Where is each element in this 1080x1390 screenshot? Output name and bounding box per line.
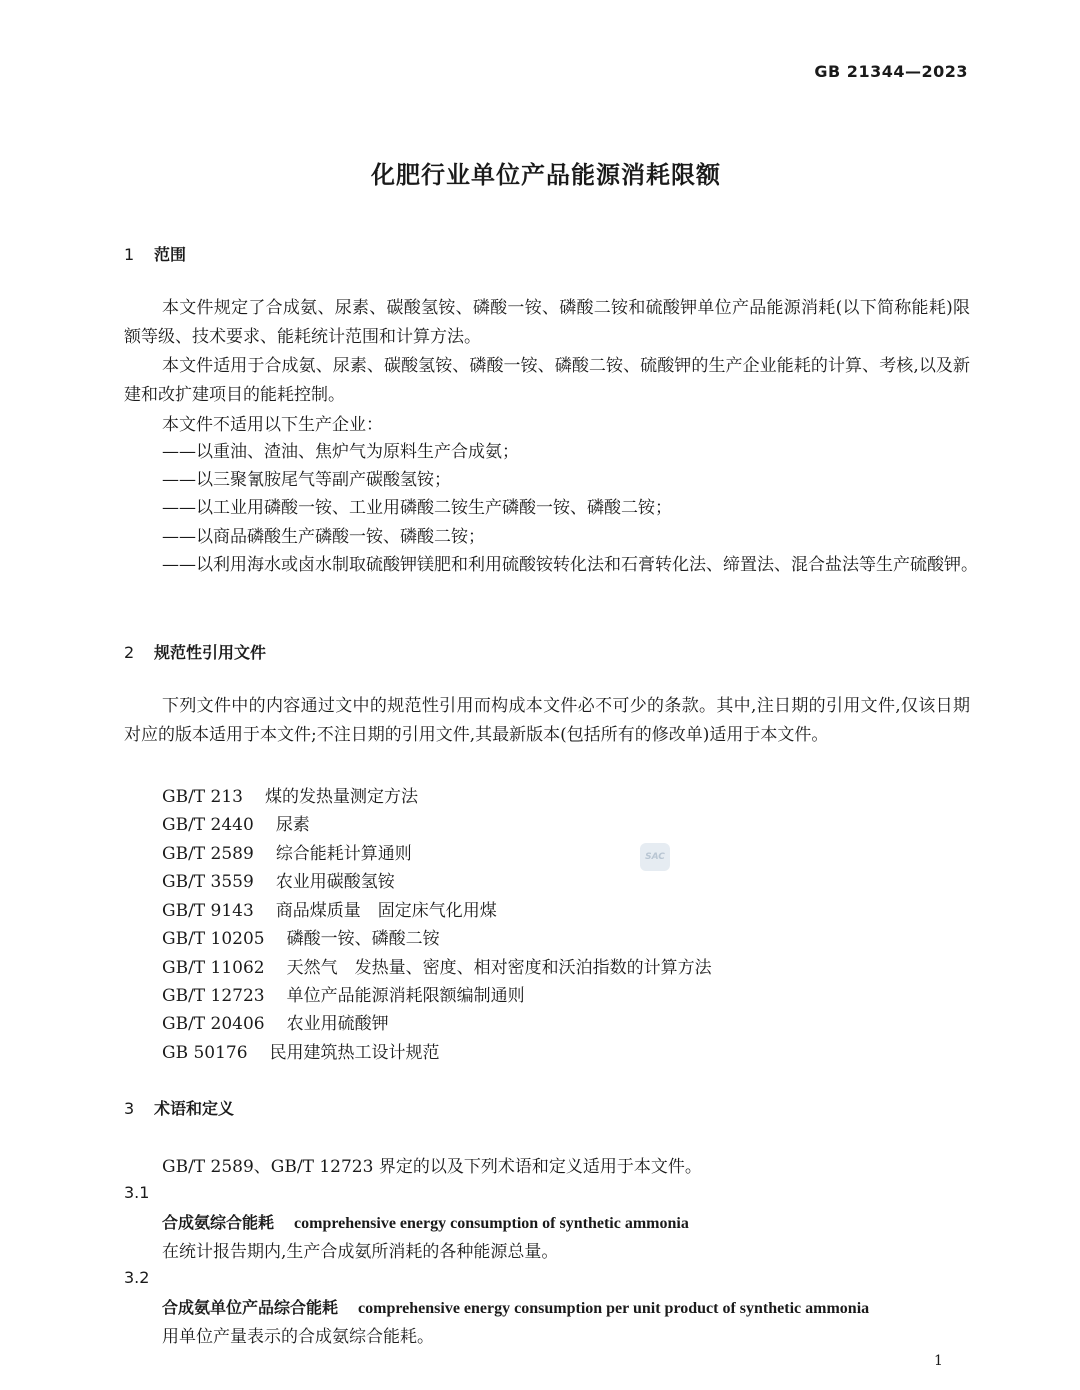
paragraph: 本文件适用于合成氨、尿素、碳酸氢铵、磷酸一铵、磷酸二铵、硫酸钾的生产企业能耗的计算、考核,以及新建和改扩建项目的能耗控制。 bbox=[124, 356, 970, 405]
paragraph: 下列文件中的内容通过文中的规范性引用而构成本文件必不可少的条款。其中,注日期的引用文件,仅该日期对应的版本适用于本文件;不注日期的引用文件,其最新版本(包括所有的修改单)适用于本文件。 bbox=[124, 696, 970, 745]
sac-watermark-logo: SAC bbox=[640, 843, 670, 871]
reference-title: 民用建筑热工设计规范 bbox=[269, 1043, 440, 1063]
reference-title: 农业用硫酸钾 bbox=[286, 1014, 389, 1034]
reference-title: 商品煤质量 固定床气化用煤 bbox=[275, 901, 497, 921]
reference-code: GB/T 12723 bbox=[162, 986, 265, 1006]
section-title: 范围 bbox=[154, 245, 187, 264]
section-1-heading bbox=[124, 242, 186, 265]
reference-code: GB/T 11062 bbox=[162, 958, 265, 978]
terms-intro: GB/T 2589、GB/T 12723 界定的以及下列术语和定义适用于本文件。 bbox=[162, 1157, 702, 1177]
term-zh: 合成氨综合能耗 bbox=[162, 1213, 275, 1232]
reference-code: GB/T 213 bbox=[162, 787, 243, 807]
term-definition: 在统计报告期内,生产合成氨所消耗的各种能源总量。 bbox=[162, 1242, 559, 1262]
reference-code: GB/T 20406 bbox=[162, 1014, 265, 1034]
term-heading bbox=[162, 1210, 689, 1233]
reference-item bbox=[162, 867, 395, 892]
reference-code: GB/T 3559 bbox=[162, 872, 254, 892]
reference-title: 天然气 发热量、密度、相对密度和沃泊指数的计算方法 bbox=[286, 958, 712, 978]
reference-code: GB/T 10205 bbox=[162, 929, 265, 949]
section-3-heading bbox=[124, 1096, 234, 1119]
term-definition: 用单位产量表示的合成氨综合能耗。 bbox=[162, 1327, 434, 1347]
section-number: 1 bbox=[124, 245, 135, 264]
term-en: comprehensive energy consumption of synthetic ammonia bbox=[294, 1215, 689, 1232]
reference-item bbox=[162, 924, 440, 949]
clause-number: 3.1 bbox=[124, 1183, 150, 1202]
reference-code: GB 50176 bbox=[162, 1043, 248, 1063]
term-en: comprehensive energy consumption per unit product of synthetic ammonia bbox=[358, 1300, 870, 1317]
reference-title: 煤的发热量测定方法 bbox=[265, 787, 418, 807]
section-title: 规范性引用文件 bbox=[154, 643, 267, 662]
section-title: 术语和定义 bbox=[154, 1099, 235, 1118]
term-heading bbox=[162, 1295, 869, 1318]
section-2-heading bbox=[124, 640, 266, 663]
reference-code: GB/T 9143 bbox=[162, 901, 254, 921]
term-zh: 合成氨单位产品综合能耗 bbox=[162, 1298, 339, 1317]
page-number: 1 bbox=[934, 1353, 943, 1369]
reference-title: 磷酸一铵、磷酸二铵 bbox=[286, 929, 440, 949]
exclusion-item: ——以三聚氰胺尾气等副产碳酸氢铵； bbox=[162, 470, 451, 490]
reference-item bbox=[162, 839, 412, 864]
exclusion-item: ——以利用海水或卤水制取硫酸钾镁肥和利用硫酸铵转化法和石膏转化法、缔置法、混合盐法等生产硫酸钾。 bbox=[162, 555, 978, 575]
reference-item bbox=[162, 953, 712, 978]
reference-item bbox=[162, 1009, 389, 1034]
reference-item bbox=[162, 1038, 440, 1063]
reference-code: GB/T 2440 bbox=[162, 815, 254, 835]
clause-number: 3.2 bbox=[124, 1268, 150, 1287]
reference-item bbox=[162, 782, 418, 807]
paragraph: 本文件规定了合成氨、尿素、碳酸氢铵、磷酸一铵、磷酸二铵和硫酸钾单位产品能源消耗(以下简称能耗)限额等级、技术要求、能耗统计范围和计算方法。 bbox=[124, 298, 970, 347]
exclusion-item: ——以重油、渣油、焦炉气为原料生产合成氨； bbox=[162, 442, 519, 462]
reference-code: GB/T 2589 bbox=[162, 844, 254, 864]
standard-code: GB 21344—2023 bbox=[814, 62, 968, 81]
reference-title: 综合能耗计算通则 bbox=[275, 844, 412, 864]
reference-item bbox=[162, 810, 310, 835]
reference-title: 农业用碳酸氢铵 bbox=[275, 872, 395, 892]
exclusion-item: ——以工业用磷酸一铵、工业用磷酸二铵生产磷酸一铵、磷酸二铵； bbox=[162, 498, 672, 518]
reference-item bbox=[162, 981, 525, 1006]
document-title: 化肥行业单位产品能源消耗限额 bbox=[371, 161, 721, 189]
reference-title: 尿素 bbox=[275, 815, 310, 835]
exclusion-intro: 本文件不适用以下生产企业： bbox=[162, 415, 383, 435]
section-number: 2 bbox=[124, 643, 135, 662]
exclusion-item: ——以商品磷酸生产磷酸一铵、磷酸二铵； bbox=[162, 527, 485, 547]
section-number: 3 bbox=[124, 1099, 135, 1118]
reference-title: 单位产品能源消耗限额编制通则 bbox=[286, 986, 525, 1006]
reference-item bbox=[162, 896, 497, 921]
